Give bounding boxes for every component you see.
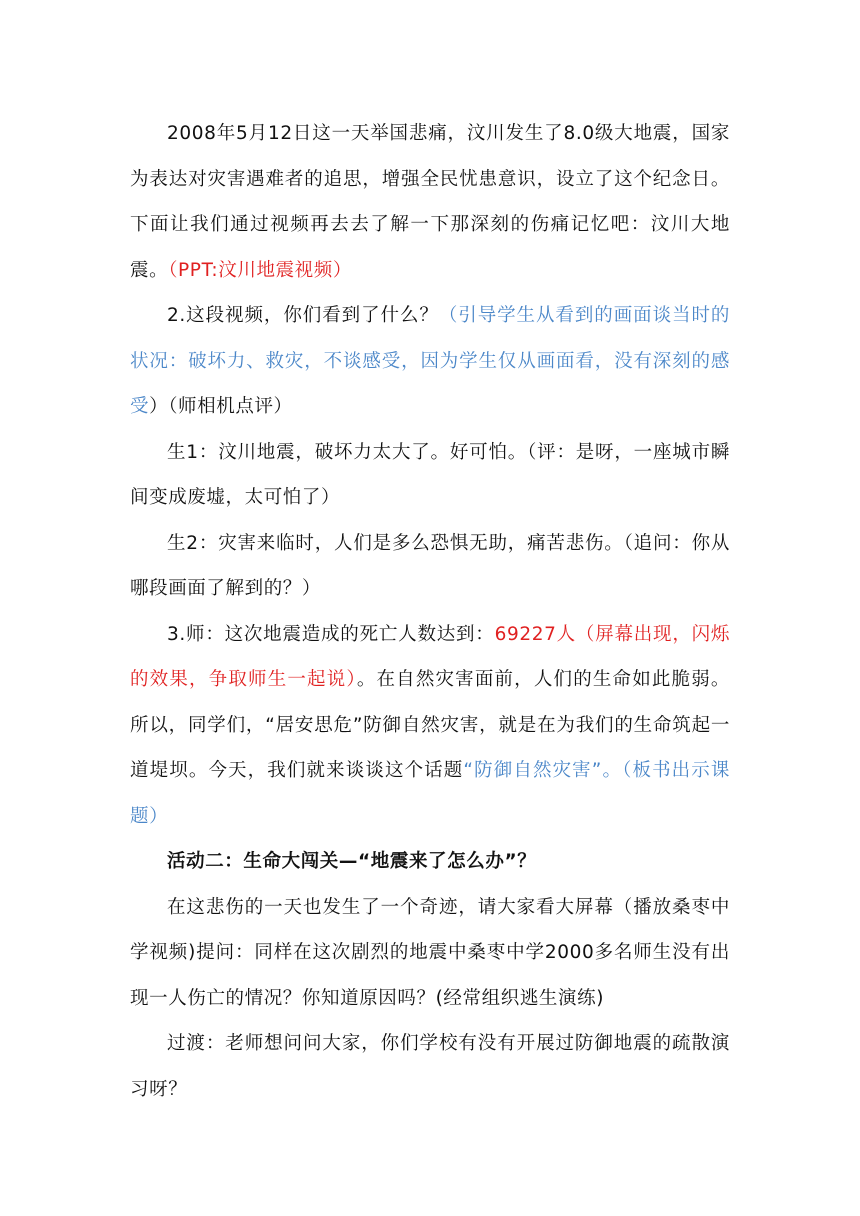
text-segment: 2.这段视频，你们看到了什么？ (167, 305, 439, 326)
text-segment: 3.师：这次地震造成的死亡人数达到： (167, 623, 495, 645)
text-segment: ）（师相机点评） (149, 396, 293, 417)
activity-heading (130, 839, 730, 885)
text-segment: 在这悲伤的一天也发生了一个奇迹，请大家看大屏幕（播放桑枣中学视频)提问：同样在这次剧烈的地震中桑枣中学2000多名师生没有出现一人伤亡的情况？你知道原因吗？(经常组织逃生演练) (130, 896, 730, 1009)
lesson-topic-highlight: “防御自然灾害”。（板书出示课题） (130, 760, 731, 827)
document-body (130, 111, 730, 1112)
text-segment: 生2：灾害来临时，人们是多么恐惧无助，痛苦悲伤。（追问：你从哪段画面了解到的？） (130, 532, 730, 599)
text-segment: 2008年5月12日这一天举国悲痛，汶川发生了8.0级大地震，国家为表达对灾害遇难者的追思，增强全民忧患意识，设立了这个纪念日。下面让我们通过视频再去去了解一下那深刻的伤痛记忆吧：汶川大地震。 (130, 123, 730, 281)
ppt-note: （PPT:汶川地震视频） (168, 259, 352, 281)
teaching-guide-note: （引导学生从看到的画面谈当时的状况：破坏力、救灾，不谈感受，因为学生仅从画面看，没有深刻的感受 (130, 305, 730, 417)
paragraph-miracle (130, 885, 730, 1022)
text-segment: 生1：汶川地震，破坏力太大了。好可怕。（评：是呀，一座城市瞬间变成废墟，太可怕了） (130, 441, 730, 508)
paragraph-student-1 (130, 430, 730, 521)
text-segment: 活动二：生命大闯关—“地震来了怎么办”？ (167, 851, 537, 872)
text-segment: 。在自然灾害面前，人们的生命如此脆弱。所以，同学们，“居安思危”防御自然灾害，就是在为我们的生命筑起一道堤坝。今天，我们就来谈谈这个话题 (130, 669, 730, 781)
death-toll-highlight: 69227人（屏幕出现，闪烁的效果，争取师生一起说） (130, 623, 731, 690)
text-segment: 过渡：老师想问问大家，你们学校有没有开展过防御地震的疏散演习呀？ (130, 1033, 730, 1100)
paragraph-teacher-3 (130, 612, 730, 840)
paragraph-student-2 (130, 521, 730, 612)
paragraph-question-2 (130, 293, 730, 430)
paragraph-transition (130, 1021, 730, 1112)
paragraph-intro (130, 111, 730, 293)
